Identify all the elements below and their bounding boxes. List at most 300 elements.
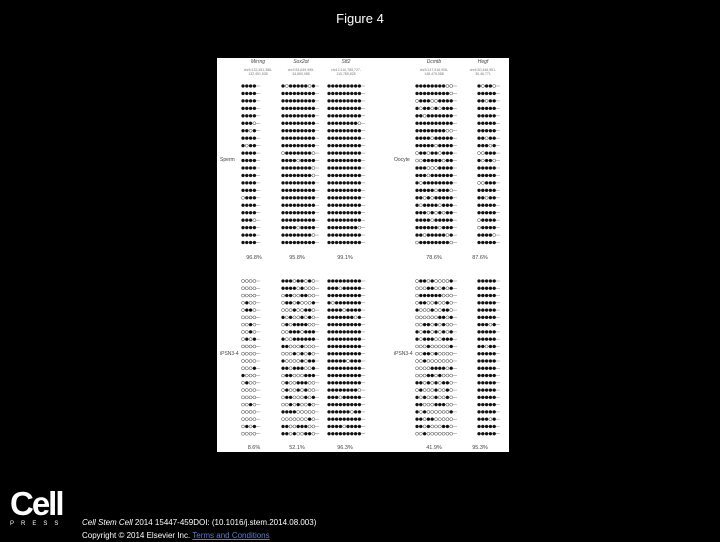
- methylated-cpg: [339, 144, 342, 147]
- methylated-cpg: [493, 241, 496, 244]
- column-header: Sox2ot: [293, 59, 309, 65]
- methylated-cpg: [435, 323, 438, 326]
- methylated-cpg: [416, 410, 419, 413]
- methylated-cpg: [493, 403, 496, 406]
- methylated-cpg: [339, 301, 342, 304]
- methylated-cpg: [245, 167, 248, 170]
- methylated-cpg: [253, 144, 256, 147]
- methylated-cpg: [416, 122, 419, 125]
- column-coords: chr3:34,649,995- 34,650,085: [287, 68, 315, 76]
- methylated-cpg: [347, 418, 350, 421]
- methylated-cpg: [485, 129, 488, 132]
- methylated-cpg: [249, 309, 252, 312]
- methylated-cpg: [431, 181, 434, 184]
- methylated-cpg: [339, 323, 342, 326]
- methylated-cpg: [339, 167, 342, 170]
- methylated-cpg: [335, 410, 338, 413]
- methylated-cpg: [489, 330, 492, 333]
- unmethylated-cpg: [446, 330, 449, 333]
- methylated-cpg: [354, 338, 357, 341]
- methylated-cpg: [242, 219, 245, 222]
- methylated-cpg: [423, 432, 426, 435]
- methylated-cpg: [493, 92, 496, 95]
- methylated-cpg: [450, 367, 453, 370]
- unmethylated-cpg: [419, 374, 422, 377]
- methylated-cpg: [285, 204, 288, 207]
- methylated-cpg: [350, 367, 353, 370]
- unmethylated-cpg: [312, 425, 315, 428]
- methylated-cpg: [442, 92, 445, 95]
- methylated-cpg: [489, 226, 492, 229]
- methylated-cpg: [328, 280, 331, 283]
- methylated-cpg: [297, 204, 300, 207]
- methylated-cpg: [354, 301, 357, 304]
- unmethylated-cpg: [358, 226, 361, 229]
- methylated-cpg: [489, 396, 492, 399]
- methylated-cpg: [358, 167, 361, 170]
- methylated-cpg: [285, 181, 288, 184]
- unmethylated-cpg: [308, 287, 311, 290]
- unmethylated-cpg: [282, 352, 285, 355]
- methylated-cpg: [289, 234, 292, 237]
- methylated-cpg: [253, 152, 256, 155]
- methylated-cpg: [485, 374, 488, 377]
- methylated-cpg: [328, 159, 331, 162]
- methylated-cpg: [347, 122, 350, 125]
- methylated-cpg: [450, 234, 453, 237]
- methylated-cpg: [489, 374, 492, 377]
- unmethylated-cpg: [427, 432, 430, 435]
- methylated-cpg: [328, 137, 331, 140]
- methylated-cpg: [335, 389, 338, 392]
- unmethylated-cpg: [416, 294, 419, 297]
- methylated-cpg: [416, 418, 419, 421]
- methylated-cpg: [304, 107, 307, 110]
- methylated-cpg: [419, 85, 422, 88]
- methylated-cpg: [328, 389, 331, 392]
- methylated-cpg: [489, 432, 492, 435]
- methylated-cpg: [347, 330, 350, 333]
- methylated-cpg: [442, 204, 445, 207]
- terms-link[interactable]: Terms and Conditions: [192, 531, 270, 540]
- methylated-cpg: [331, 85, 334, 88]
- methylated-cpg: [358, 219, 361, 222]
- unmethylated-cpg: [289, 425, 292, 428]
- unmethylated-cpg: [489, 418, 492, 421]
- methylated-cpg: [358, 99, 361, 102]
- unmethylated-cpg: [304, 418, 307, 421]
- unmethylated-cpg: [435, 99, 438, 102]
- unmethylated-cpg: [242, 323, 245, 326]
- unmethylated-cpg: [450, 374, 453, 377]
- methylated-cpg: [339, 219, 342, 222]
- unmethylated-cpg: [435, 374, 438, 377]
- methylated-cpg: [253, 367, 256, 370]
- methylated-cpg: [485, 389, 488, 392]
- unmethylated-cpg: [285, 352, 288, 355]
- methylated-cpg: [481, 425, 484, 428]
- unmethylated-cpg: [419, 159, 422, 162]
- methylated-cpg: [282, 360, 285, 363]
- methylated-cpg: [358, 345, 361, 348]
- unmethylated-cpg: [297, 352, 300, 355]
- unmethylated-cpg: [249, 316, 252, 319]
- methylated-cpg: [304, 122, 307, 125]
- unmethylated-cpg: [312, 323, 315, 326]
- methylated-cpg: [485, 309, 488, 312]
- methylated-cpg: [431, 241, 434, 244]
- methylated-cpg: [493, 107, 496, 110]
- methylated-cpg: [285, 114, 288, 117]
- methylated-cpg: [293, 219, 296, 222]
- methylated-cpg: [435, 294, 438, 297]
- methylated-cpg: [304, 234, 307, 237]
- unmethylated-cpg: [431, 196, 434, 199]
- methylated-cpg: [442, 144, 445, 147]
- methylated-cpg: [478, 294, 481, 297]
- methylated-cpg: [293, 129, 296, 132]
- methylated-cpg: [335, 144, 338, 147]
- methylated-cpg: [350, 280, 353, 283]
- methylated-cpg: [285, 345, 288, 348]
- unmethylated-cpg: [485, 345, 488, 348]
- methylated-cpg: [242, 159, 245, 162]
- methylated-cpg: [442, 219, 445, 222]
- methylated-cpg: [489, 159, 492, 162]
- methylated-cpg: [245, 107, 248, 110]
- unmethylated-cpg: [249, 345, 252, 348]
- unmethylated-cpg: [419, 181, 422, 184]
- unmethylated-cpg: [438, 226, 441, 229]
- methylated-cpg: [416, 107, 419, 110]
- methylated-cpg: [285, 323, 288, 326]
- methylated-cpg: [328, 152, 331, 155]
- methylated-cpg: [335, 360, 338, 363]
- methylated-cpg: [347, 410, 350, 413]
- methylated-cpg: [427, 196, 430, 199]
- methylated-cpg: [282, 432, 285, 435]
- methylated-cpg: [249, 167, 252, 170]
- unmethylated-cpg: [308, 410, 311, 413]
- methylated-cpg: [308, 211, 311, 214]
- methylated-cpg: [354, 144, 357, 147]
- unmethylated-cpg: [312, 381, 315, 384]
- methylated-cpg: [450, 410, 453, 413]
- methylated-cpg: [347, 129, 350, 132]
- methylated-cpg: [328, 418, 331, 421]
- unmethylated-cpg: [438, 280, 441, 283]
- unmethylated-cpg: [289, 360, 292, 363]
- methylated-cpg: [289, 396, 292, 399]
- methylated-cpg: [446, 122, 449, 125]
- methylated-cpg: [489, 114, 492, 117]
- methylated-cpg: [335, 432, 338, 435]
- methylated-cpg: [481, 352, 484, 355]
- methylated-cpg: [335, 189, 338, 192]
- methylated-cpg: [446, 152, 449, 155]
- methylated-cpg: [282, 367, 285, 370]
- methylated-cpg: [331, 403, 334, 406]
- methylated-cpg: [347, 403, 350, 406]
- methylated-cpg: [354, 114, 357, 117]
- methylated-cpg: [245, 425, 248, 428]
- unmethylated-cpg: [253, 330, 256, 333]
- methylated-cpg: [478, 323, 481, 326]
- methylated-cpg: [450, 167, 453, 170]
- methylated-cpg: [419, 389, 422, 392]
- unmethylated-cpg: [423, 367, 426, 370]
- methylated-cpg: [297, 122, 300, 125]
- methylated-cpg: [245, 99, 248, 102]
- methylated-cpg: [297, 330, 300, 333]
- unmethylated-cpg: [431, 345, 434, 348]
- methylated-cpg: [481, 410, 484, 413]
- methylated-cpg: [328, 360, 331, 363]
- methylated-cpg: [419, 196, 422, 199]
- methylated-cpg: [485, 85, 488, 88]
- unmethylated-cpg: [485, 99, 488, 102]
- methylated-cpg: [253, 204, 256, 207]
- methylated-cpg: [335, 234, 338, 237]
- unmethylated-cpg: [423, 316, 426, 319]
- column-header: Dcmtb: [426, 59, 442, 65]
- methylated-cpg: [308, 122, 311, 125]
- unmethylated-cpg: [242, 352, 245, 355]
- unmethylated-cpg: [289, 432, 292, 435]
- unmethylated-cpg: [442, 418, 445, 421]
- methylated-cpg: [493, 167, 496, 170]
- unmethylated-cpg: [242, 309, 245, 312]
- methylated-cpg: [285, 167, 288, 170]
- methylated-cpg: [289, 85, 292, 88]
- methylated-cpg: [478, 280, 481, 283]
- methylated-cpg: [339, 330, 342, 333]
- unmethylated-cpg: [438, 432, 441, 435]
- unmethylated-cpg: [416, 389, 419, 392]
- unmethylated-cpg: [416, 280, 419, 283]
- methylated-cpg: [339, 226, 342, 229]
- methylated-cpg: [419, 301, 422, 304]
- methylated-cpg: [493, 396, 496, 399]
- methylated-cpg: [304, 330, 307, 333]
- methylated-cpg: [489, 403, 492, 406]
- methylated-cpg: [335, 381, 338, 384]
- unmethylated-cpg: [438, 418, 441, 421]
- methylated-cpg: [489, 152, 492, 155]
- unmethylated-cpg: [308, 425, 311, 428]
- methylated-cpg: [335, 219, 338, 222]
- methylated-cpg: [416, 85, 419, 88]
- methylated-cpg: [354, 181, 357, 184]
- methylated-cpg: [446, 181, 449, 184]
- methylated-cpg: [312, 107, 315, 110]
- unmethylated-cpg: [304, 410, 307, 413]
- methylated-cpg: [438, 144, 441, 147]
- methylated-cpg: [308, 181, 311, 184]
- methylated-cpg: [358, 204, 361, 207]
- methylated-cpg: [312, 144, 315, 147]
- methylated-cpg: [242, 241, 245, 244]
- methylated-cpg: [481, 122, 484, 125]
- methylated-cpg: [282, 107, 285, 110]
- unmethylated-cpg: [245, 316, 248, 319]
- methylated-cpg: [438, 92, 441, 95]
- unmethylated-cpg: [431, 323, 434, 326]
- methylated-cpg: [478, 367, 481, 370]
- unmethylated-cpg: [450, 418, 453, 421]
- methylated-cpg: [481, 144, 484, 147]
- unmethylated-cpg: [446, 403, 449, 406]
- methylated-cpg: [416, 181, 419, 184]
- unmethylated-cpg: [427, 396, 430, 399]
- column-header: Sft2: [341, 59, 351, 65]
- methylated-cpg: [442, 234, 445, 237]
- methylated-cpg: [331, 122, 334, 125]
- methylated-cpg: [442, 107, 445, 110]
- methylated-cpg: [489, 360, 492, 363]
- unmethylated-cpg: [442, 432, 445, 435]
- methylated-cpg: [297, 85, 300, 88]
- methylated-cpg: [481, 189, 484, 192]
- unmethylated-cpg: [242, 345, 245, 348]
- methylated-cpg: [328, 345, 331, 348]
- methylated-cpg: [423, 226, 426, 229]
- methylated-cpg: [301, 152, 304, 155]
- unmethylated-cpg: [301, 301, 304, 304]
- methylated-cpg: [478, 174, 481, 177]
- methylated-cpg: [289, 241, 292, 244]
- methylated-cpg: [481, 323, 484, 326]
- methylated-cpg: [358, 189, 361, 192]
- methylated-cpg: [328, 99, 331, 102]
- unmethylated-cpg: [253, 432, 256, 435]
- methylated-cpg: [339, 381, 342, 384]
- unmethylated-cpg: [350, 410, 353, 413]
- row-label: iPSN3-4: [394, 351, 413, 357]
- methylated-cpg: [331, 418, 334, 421]
- methylated-cpg: [339, 432, 342, 435]
- methylated-cpg: [493, 211, 496, 214]
- methylated-cpg: [347, 367, 350, 370]
- methylated-cpg: [419, 114, 422, 117]
- methylated-cpg: [358, 374, 361, 377]
- methylated-cpg: [289, 301, 292, 304]
- methylated-cpg: [423, 92, 426, 95]
- unmethylated-cpg: [304, 345, 307, 348]
- methylated-cpg: [282, 425, 285, 428]
- methylated-cpg: [489, 137, 492, 140]
- methylated-cpg: [304, 85, 307, 88]
- methylated-cpg: [331, 338, 334, 341]
- methylated-cpg: [339, 204, 342, 207]
- methylated-cpg: [335, 309, 338, 312]
- methylated-cpg: [297, 389, 300, 392]
- methylated-cpg: [481, 374, 484, 377]
- methylated-cpg: [339, 374, 342, 377]
- unmethylated-cpg: [427, 280, 430, 283]
- unmethylated-cpg: [423, 381, 426, 384]
- methylated-cpg: [358, 316, 361, 319]
- methylated-cpg: [304, 181, 307, 184]
- methylated-cpg: [435, 204, 438, 207]
- methylated-cpg: [358, 360, 361, 363]
- methylated-cpg: [358, 144, 361, 147]
- methylated-cpg: [289, 294, 292, 297]
- unmethylated-cpg: [282, 418, 285, 421]
- methylated-cpg: [282, 316, 285, 319]
- methylated-cpg: [245, 309, 248, 312]
- methylated-cpg: [282, 189, 285, 192]
- unmethylated-cpg: [282, 389, 285, 392]
- unmethylated-cpg: [242, 360, 245, 363]
- methylated-cpg: [297, 211, 300, 214]
- unmethylated-cpg: [450, 425, 453, 428]
- methylated-cpg: [328, 107, 331, 110]
- methylated-cpg: [297, 403, 300, 406]
- unmethylated-cpg: [297, 432, 300, 435]
- methylated-cpg: [442, 367, 445, 370]
- methylated-cpg: [304, 294, 307, 297]
- methylated-cpg: [358, 396, 361, 399]
- methylated-cpg: [350, 309, 353, 312]
- methylated-cpg: [339, 211, 342, 214]
- methylated-cpg: [435, 174, 438, 177]
- methylated-cpg: [442, 99, 445, 102]
- methylated-cpg: [304, 425, 307, 428]
- methylated-cpg: [416, 381, 419, 384]
- methylated-cpg: [301, 181, 304, 184]
- methylated-cpg: [442, 316, 445, 319]
- unmethylated-cpg: [416, 241, 419, 244]
- methylated-cpg: [242, 107, 245, 110]
- methylated-cpg: [489, 211, 492, 214]
- methylated-cpg: [347, 345, 350, 348]
- methylated-cpg: [331, 432, 334, 435]
- unmethylated-cpg: [301, 309, 304, 312]
- unmethylated-cpg: [249, 360, 252, 363]
- methylated-cpg: [350, 152, 353, 155]
- methylated-cpg: [343, 294, 346, 297]
- methylated-cpg: [427, 374, 430, 377]
- methylated-cpg: [358, 137, 361, 140]
- methylated-cpg: [347, 152, 350, 155]
- methylated-cpg: [485, 381, 488, 384]
- methylated-cpg: [312, 301, 315, 304]
- methylated-cpg: [343, 418, 346, 421]
- methylated-cpg: [289, 152, 292, 155]
- methylated-cpg: [350, 301, 353, 304]
- column-header: Mirrng: [250, 59, 266, 65]
- unmethylated-cpg: [450, 403, 453, 406]
- methylated-cpg: [304, 114, 307, 117]
- unmethylated-cpg: [304, 287, 307, 290]
- methylated-cpg: [282, 345, 285, 348]
- methylated-cpg: [358, 129, 361, 132]
- methylated-cpg: [331, 316, 334, 319]
- methylated-cpg: [438, 137, 441, 140]
- methylated-cpg: [343, 137, 346, 140]
- methylated-cpg: [331, 367, 334, 370]
- methylated-cpg: [331, 280, 334, 283]
- methylated-cpg: [347, 316, 350, 319]
- methylated-cpg: [435, 122, 438, 125]
- methylated-cpg: [293, 152, 296, 155]
- methylated-cpg: [358, 234, 361, 237]
- methylated-cpg: [354, 129, 357, 132]
- unmethylated-cpg: [297, 316, 300, 319]
- methylated-cpg: [358, 330, 361, 333]
- unmethylated-cpg: [297, 287, 300, 290]
